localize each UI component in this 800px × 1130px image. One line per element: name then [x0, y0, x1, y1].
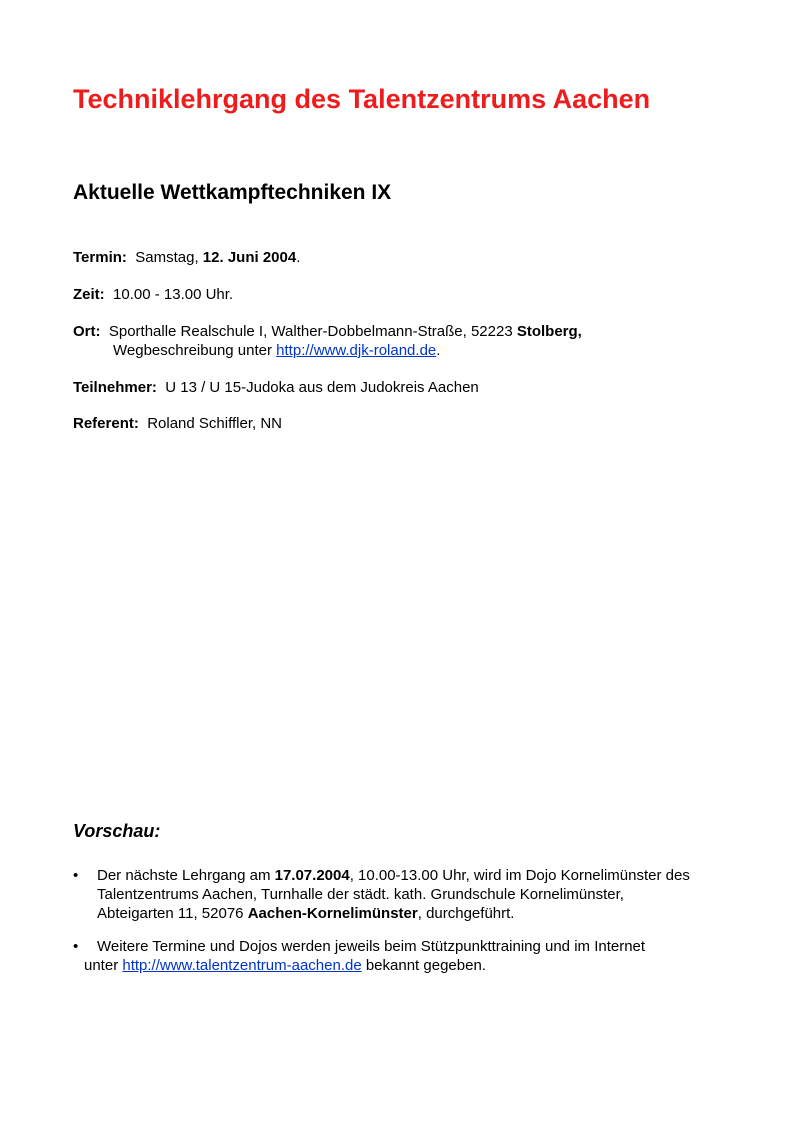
teilnehmer-label: Teilnehmer: [73, 379, 157, 396]
preview-item2-line2 [84, 956, 753, 975]
termin-label: Termin: [73, 249, 127, 266]
teilnehmer-row [73, 378, 479, 397]
item1-text-before: Der nächste Lehrgang am [97, 867, 271, 884]
ort-row [73, 322, 582, 360]
termin-row [73, 248, 300, 267]
preview-item-further-dates [73, 937, 753, 975]
ort-label: Ort: [73, 323, 101, 340]
item2-text-after: bekannt gegeben. [365, 957, 486, 974]
preview-heading: Vorschau: [73, 821, 161, 841]
item1-address: Abteigarten 11, 52076 [97, 905, 244, 922]
preview-item1-line2: Talentzentrums Aachen, Turnhalle der städt. kath. Grundschule Kornelimünster, [97, 886, 624, 903]
referent-text: Roland Schiffler, NN [147, 415, 282, 432]
document-title: Techniklehrgang des Talentzentrums Aachen [73, 84, 651, 114]
ort-address: Sporthalle Realschule I, Walther-Dobbelmann-Straße, 52223 [108, 323, 513, 340]
ort-directions-line [73, 341, 582, 360]
termin-text: Samstag, [135, 249, 199, 266]
ort-directions-text: Wegbeschreibung unter [113, 342, 272, 359]
zeit-label: Zeit: [73, 286, 105, 303]
talentzentrum-link[interactable]: http://www.talentzentrum-aachen.de [122, 957, 362, 974]
zeit-text: 10.00 - 13.00 Uhr. [113, 286, 234, 303]
item1-text-after: , 10.00-13.00 Uhr, wird im Dojo Kornelimünster des [349, 867, 690, 884]
preview-list [73, 866, 753, 989]
document-subtitle: Aktuelle Wettkampftechniken IX [73, 181, 392, 204]
preview-item1-line1 [97, 866, 753, 885]
preview-item1-line3 [97, 904, 753, 923]
item1-closing: , durchgeführt. [417, 905, 515, 922]
item1-place: Aachen-Kornelimünster [247, 905, 418, 922]
djk-roland-link[interactable]: http://www.djk-roland.de [276, 342, 437, 359]
item2-text-before: unter [84, 957, 119, 974]
preview-item2-line1: Weitere Termine und Dojos werden jeweils beim Stützpunkttraining und im Internet [97, 938, 646, 955]
preview-item-next-course [73, 866, 753, 923]
teilnehmer-text: U 13 / U 15-Judoka aus dem Judokreis Aachen [165, 379, 479, 396]
referent-label: Referent: [73, 415, 139, 432]
ort-line [73, 322, 582, 341]
ort-directions-period: . [436, 342, 441, 359]
bullet-icon: • [73, 867, 79, 884]
referent-row [73, 414, 282, 433]
bullet-icon: • [73, 938, 79, 955]
termin-date: 12. Juni 2004 [202, 249, 297, 266]
termin-period: . [296, 249, 301, 266]
item1-date: 17.07.2004 [274, 867, 350, 884]
zeit-row [73, 285, 233, 304]
ort-city: Stolberg, [516, 323, 582, 340]
